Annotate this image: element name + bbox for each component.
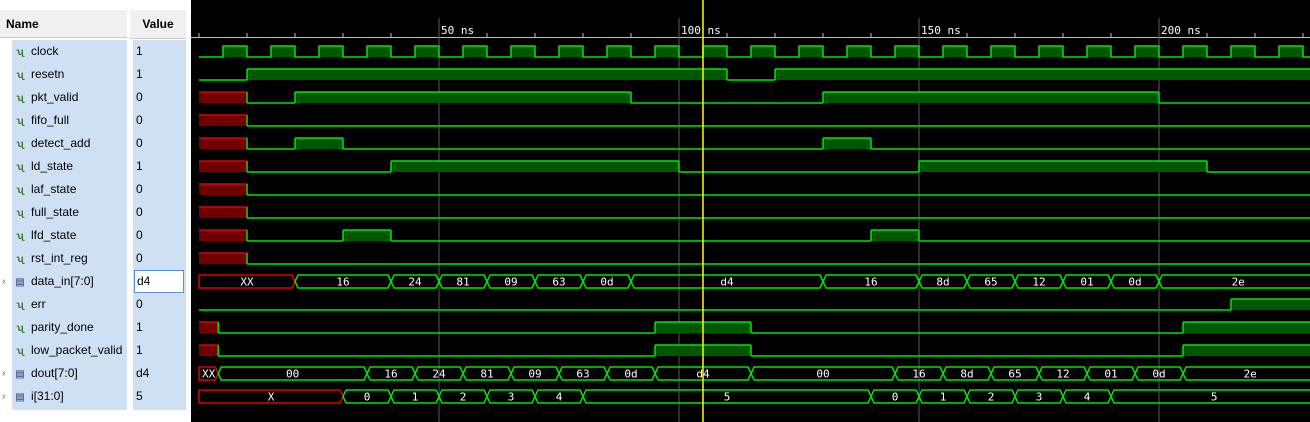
signal-name-label: err: [31, 297, 46, 311]
clock-high-fill: [655, 46, 679, 57]
high-fill: [247, 69, 727, 80]
signal-name-label: ld_state: [31, 159, 74, 173]
bit-signal-icon: ʯ: [16, 323, 24, 334]
clock-high-fill: [607, 46, 631, 57]
bus-value-label: 12: [1032, 275, 1046, 289]
signal-value[interactable]: 5: [136, 389, 143, 403]
clock-high-fill: [895, 46, 919, 57]
high-fill: [295, 138, 343, 149]
clock-high-fill: [943, 46, 967, 57]
signal-row-name[interactable]: [12, 86, 78, 109]
bus-value-label: 16: [384, 367, 398, 381]
bus-value-label: 2e: [1243, 367, 1257, 381]
clock-high-fill: [415, 46, 439, 57]
bit-signal-icon: ʯ: [16, 47, 24, 58]
signal-name-label: rst_int_reg: [31, 251, 88, 265]
bus-value-label: 8d: [960, 367, 974, 381]
bus-value-label: 0d: [600, 275, 614, 289]
bus-signal-icon: ▤: [15, 369, 25, 380]
signal-value[interactable]: 1: [136, 44, 143, 58]
bit-signal-icon: ʯ: [16, 346, 24, 357]
bus-value-label: 09: [528, 367, 542, 381]
high-fill: [823, 138, 871, 149]
ruler-tick-label: 50 ns: [441, 24, 475, 37]
signal-value[interactable]: 1: [136, 67, 143, 81]
bit-signal-icon: ʯ: [16, 254, 24, 265]
bit-signal-icon: ʯ: [16, 231, 24, 242]
bus-value-label: 81: [456, 275, 470, 289]
bus-value-label: 63: [576, 367, 590, 381]
bit-signal-icon: ʯ: [16, 162, 24, 173]
bus-value-label: d4: [696, 367, 710, 381]
bus-value-label: 3: [507, 390, 515, 404]
bit-signal-icon: ʯ: [16, 70, 24, 81]
high-fill: [871, 230, 919, 241]
signal-value[interactable]: 0: [136, 228, 143, 242]
signal-row-name[interactable]: [2, 270, 94, 293]
clock-high-fill: [1135, 46, 1159, 57]
signal-name-label: data_in[7:0]: [31, 274, 94, 288]
clock-high-fill: [1231, 46, 1255, 57]
signal-name-panel: [0, 0, 127, 422]
undefined-segment: [199, 207, 247, 218]
bus-value-label: 4: [555, 390, 563, 404]
undefined-segment: [199, 322, 218, 333]
signal-value[interactable]: 0: [136, 251, 143, 265]
signal-row-name[interactable]: [12, 293, 46, 316]
high-fill: [391, 161, 679, 172]
signal-value[interactable]: d4: [136, 366, 150, 380]
signal-value[interactable]: 1: [136, 320, 143, 334]
bus-value-label: XX: [240, 275, 254, 289]
bus-value-label: 12: [1056, 367, 1070, 381]
signal-row-name[interactable]: [12, 339, 122, 362]
bus-value-label: 00: [816, 367, 830, 381]
bus-signal-icon: ▤: [15, 277, 25, 288]
undefined-segment: [199, 92, 247, 103]
signal-value[interactable]: 0: [136, 182, 143, 196]
signal-row-name[interactable]: [12, 247, 88, 270]
signal-row-name[interactable]: [2, 362, 78, 385]
bus-value-label: 24: [408, 275, 422, 289]
signal-row-name[interactable]: [2, 385, 64, 408]
undefined-segment: [199, 161, 247, 172]
bit-signal-icon: ʯ: [16, 116, 24, 127]
signal-name-list: [2, 40, 127, 410]
undefined-segment: [199, 184, 247, 195]
signal-name-label: full_state: [31, 205, 80, 219]
clock-high-fill: [511, 46, 535, 57]
signal-row-name[interactable]: [12, 201, 79, 224]
bus-value-label: 16: [912, 367, 926, 381]
high-fill: [919, 161, 1207, 172]
ruler-tick-label: 150 ns: [921, 24, 961, 37]
signal-name-label: laf_state: [31, 182, 77, 196]
bus-value-label: 3: [1035, 390, 1043, 404]
bus-value-label: 2: [987, 390, 995, 404]
clock-high-fill: [271, 46, 295, 57]
bus-value-label: 24: [432, 367, 446, 381]
clock-high-fill: [799, 46, 823, 57]
signal-value[interactable]: 0: [136, 113, 143, 127]
bus-value-label: 16: [864, 275, 878, 289]
clock-high-fill: [991, 46, 1015, 57]
bus-value-label: 0d: [1152, 367, 1166, 381]
undefined-segment: [199, 115, 247, 126]
bus-value-label: 5: [1210, 390, 1218, 404]
signal-row-name[interactable]: [12, 224, 76, 247]
bus-value-label: 4: [1083, 390, 1091, 404]
bus-value-label: 0: [363, 390, 371, 404]
bus-value-label: 63: [552, 275, 566, 289]
signal-value[interactable]: 0: [136, 297, 143, 311]
bus-value-label: 5: [723, 390, 731, 404]
high-fill: [775, 69, 1310, 80]
expand-chevron-icon[interactable]: ›: [2, 368, 6, 379]
undefined-segment: [199, 345, 218, 356]
bit-signal-icon: ʯ: [16, 300, 24, 311]
signal-row-name[interactable]: [12, 132, 90, 155]
clock-high-fill: [847, 46, 871, 57]
signal-row-name[interactable]: [12, 63, 64, 86]
signal-name-label: clock: [31, 44, 59, 58]
clock-high-fill: [703, 46, 727, 57]
signal-name-label: fifo_full: [31, 113, 70, 127]
bus-value-label: 65: [1008, 367, 1022, 381]
signal-name-label: i[31:0]: [31, 389, 64, 403]
bus-value-label: 2e: [1231, 275, 1245, 289]
bus-value-label: 1: [411, 390, 419, 404]
clock-high-fill: [751, 46, 775, 57]
bus-value-label: 1: [939, 390, 947, 404]
undefined-segment: [199, 138, 247, 149]
signal-row-name[interactable]: [12, 178, 76, 201]
bus-value-label: 81: [480, 367, 494, 381]
signal-name-label: pkt_valid: [31, 90, 79, 104]
bit-signal-icon: ʯ: [16, 93, 24, 104]
undefined-segment: [199, 230, 247, 241]
signal-value[interactable]: 0: [136, 90, 143, 104]
high-fill: [295, 92, 631, 103]
waveform-canvas[interactable]: [191, 0, 1310, 422]
bus-value-label: X: [267, 390, 275, 404]
high-fill: [823, 92, 1159, 103]
signal-value[interactable]: d4: [134, 270, 184, 293]
clock-high-fill: [223, 46, 247, 57]
high-fill: [1183, 322, 1310, 333]
clock-high-fill: [1039, 46, 1063, 57]
signal-value[interactable]: 1: [136, 343, 143, 357]
bus-value-label: 01: [1104, 367, 1118, 381]
time-ruler: [191, 0, 1310, 38]
clock-high-fill: [463, 46, 487, 57]
bus-value-label: 0d: [1128, 275, 1142, 289]
bit-signal-icon: ʯ: [16, 139, 24, 150]
value-column-header[interactable]: Value: [130, 10, 186, 39]
signal-row-name[interactable]: [12, 316, 94, 339]
clock-high-fill: [1279, 46, 1303, 57]
signal-name-label: resetn: [31, 67, 65, 81]
signal-name-label: dout[7:0]: [31, 366, 78, 380]
undefined-segment: [199, 253, 247, 264]
bus-value-label: 0: [891, 390, 899, 404]
signal-row-name[interactable]: [12, 40, 58, 63]
signal-value-list: [133, 40, 186, 410]
bus-value-label: 0d: [624, 367, 638, 381]
high-fill: [343, 230, 391, 241]
bus-signal-icon: ▤: [15, 392, 25, 403]
signal-name-label: lfd_state: [31, 228, 77, 242]
ruler-tick-label: 100 ns: [681, 24, 721, 37]
bit-signal-icon: ʯ: [16, 208, 24, 219]
signal-value[interactable]: 1: [136, 159, 143, 173]
bus-value-label: d4: [720, 275, 734, 289]
ruler-tick-label: 200 ns: [1161, 24, 1201, 37]
signal-row-name[interactable]: [12, 155, 73, 178]
name-column-header[interactable]: Name: [0, 10, 127, 38]
bus-value-label: 00: [285, 367, 300, 381]
bus-value-label: 2: [459, 390, 467, 404]
signal-value[interactable]: 0: [136, 136, 143, 150]
bus-value-label: 65: [984, 275, 998, 289]
bus-value-label: 01: [1080, 275, 1094, 289]
bit-signal-icon: ʯ: [16, 185, 24, 196]
signal-name-label: detect_add: [31, 136, 91, 150]
bus-value-label: 09: [504, 275, 518, 289]
signal-value[interactable]: 0: [136, 205, 143, 219]
expand-chevron-icon[interactable]: ›: [2, 276, 6, 287]
high-fill: [1183, 345, 1310, 356]
expand-chevron-icon[interactable]: ›: [2, 391, 6, 402]
bus-value-label: 16: [336, 275, 350, 289]
clock-high-fill: [367, 46, 391, 57]
signal-name-label: parity_done: [31, 320, 94, 334]
clock-high-fill: [559, 46, 583, 57]
clock-high-fill: [1183, 46, 1207, 57]
clock-high-fill: [1087, 46, 1111, 57]
signal-row-name[interactable]: [12, 109, 69, 132]
bus-value-label: 8d: [936, 275, 950, 289]
clock-high-fill: [319, 46, 343, 57]
signal-value-panel: [130, 0, 186, 422]
signal-name-label: low_packet_valid: [31, 343, 123, 357]
bus-value-label: XX: [201, 367, 216, 381]
high-fill: [1231, 299, 1310, 310]
